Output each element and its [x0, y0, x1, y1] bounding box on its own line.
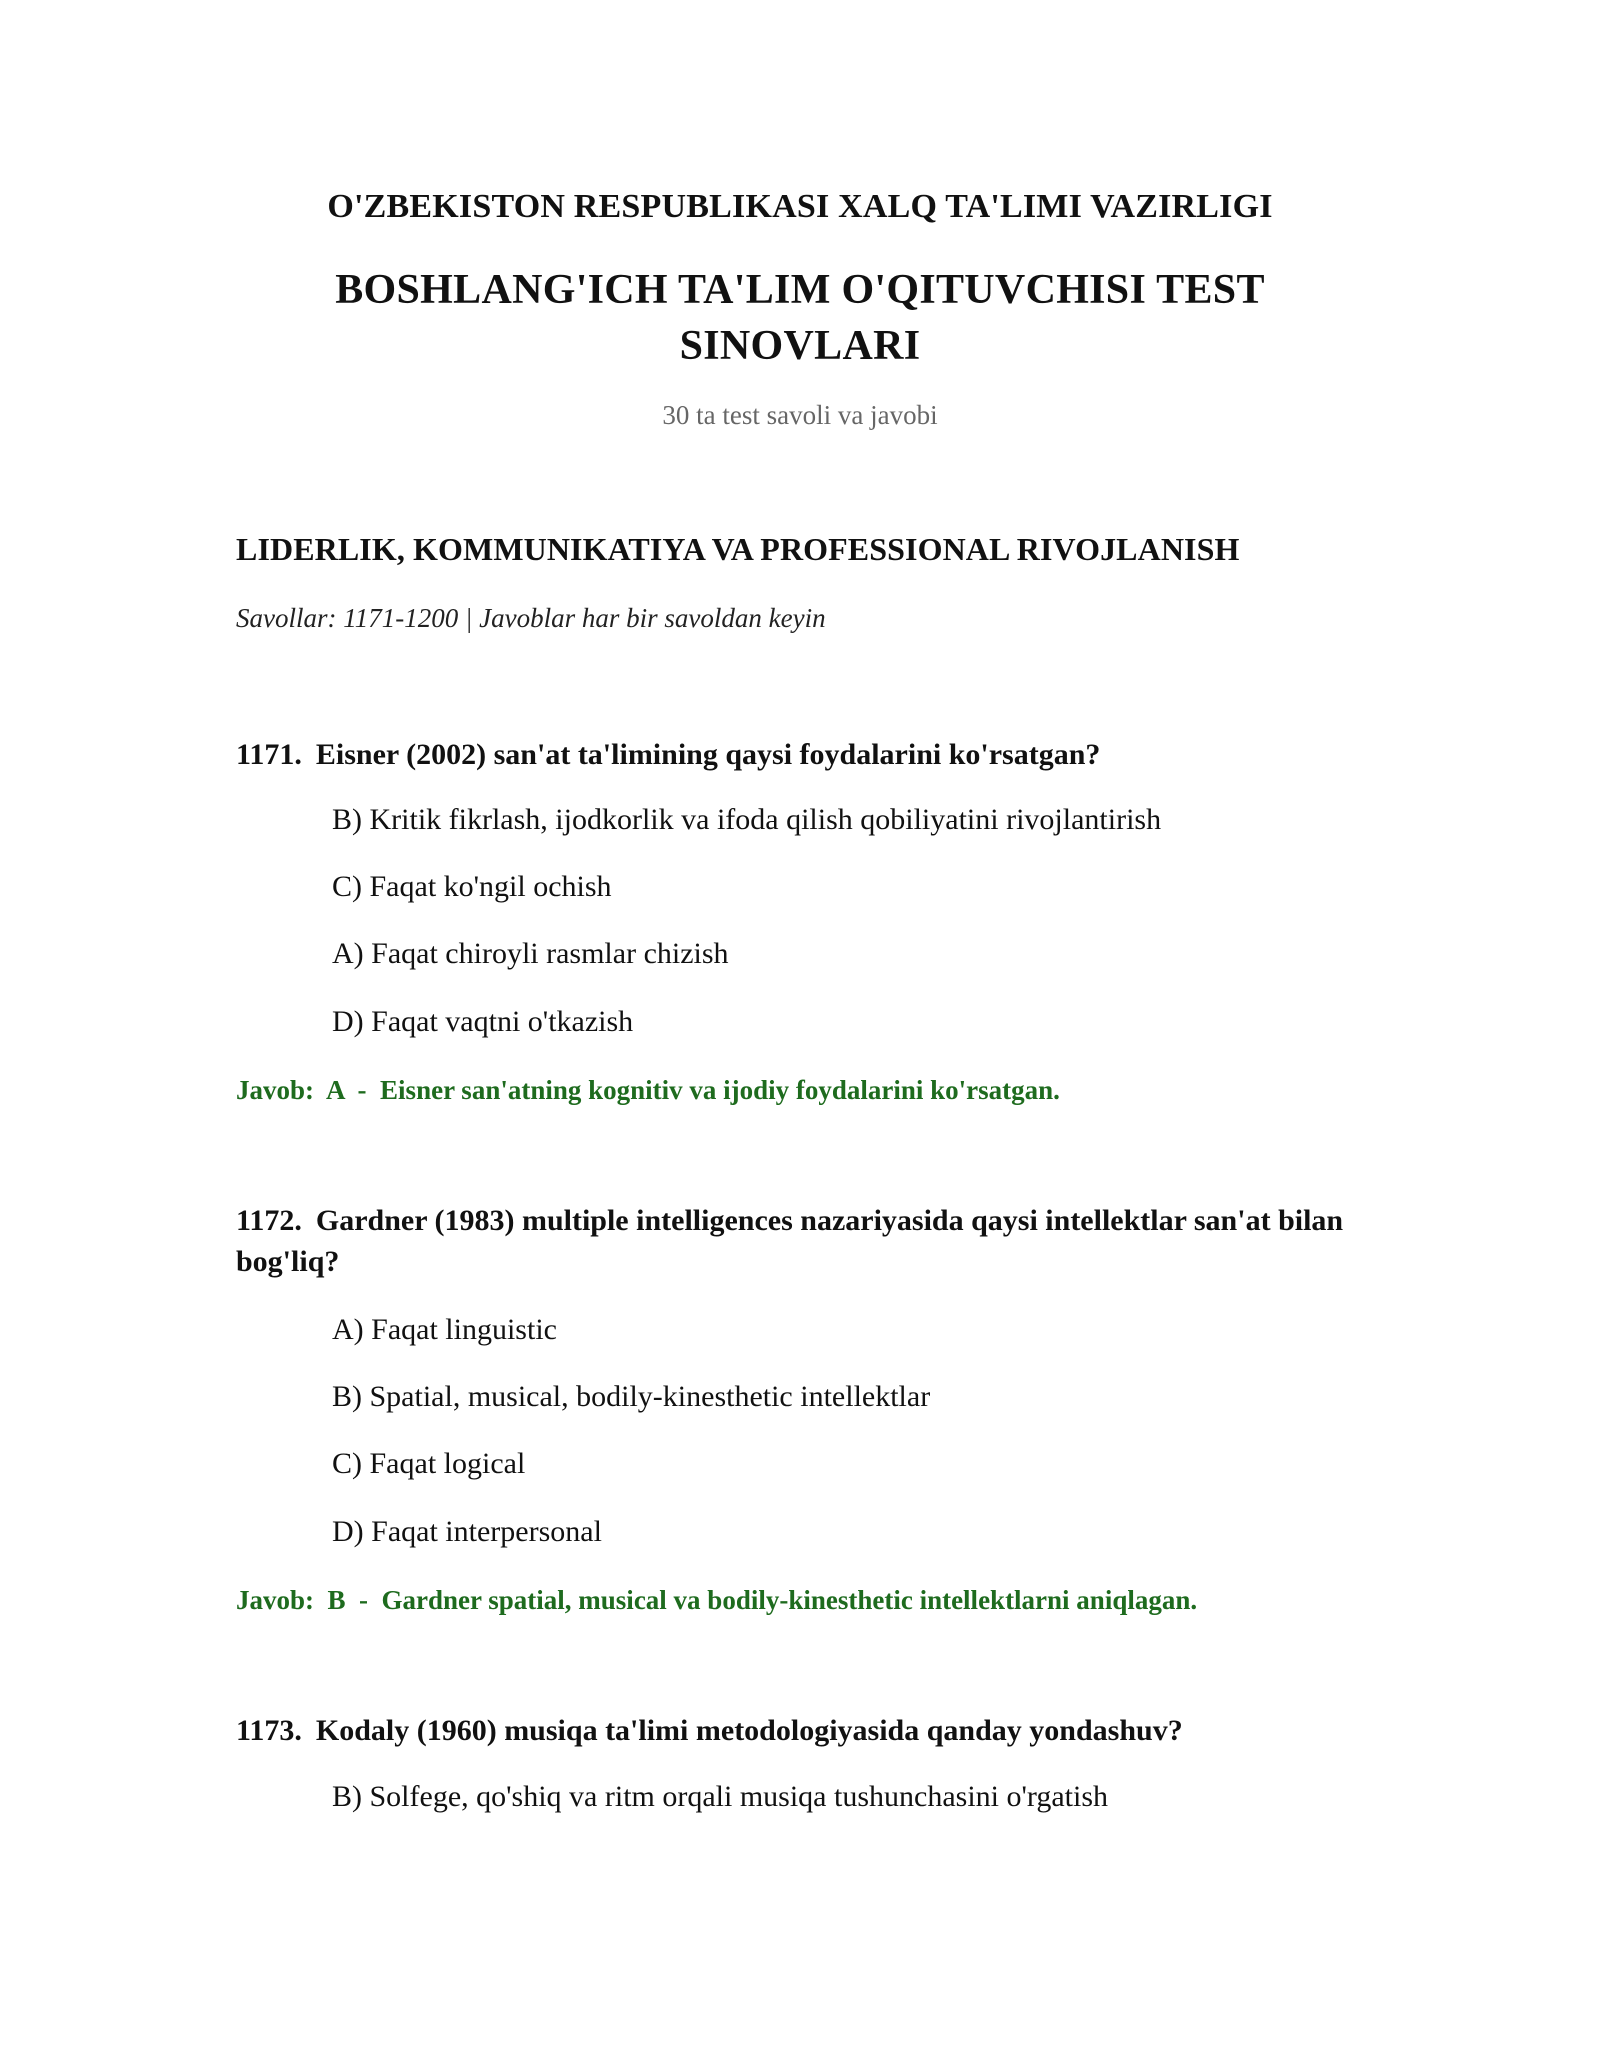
answer-explanation: Gardner spatial, musical va bodily-kinesthetic intellektlarni aniqlagan.: [381, 1585, 1198, 1615]
question-text: Kodaly (1960) musiqa ta'limi metodologiyasida qanday yondashuv?: [315, 1714, 1183, 1747]
option-item: D) Faqat interpersonal: [332, 1515, 602, 1548]
question-1171: [236, 734, 1376, 775]
section-title: LIDERLIK, KOMMUNIKATIYA VA PROFESSIONAL RIVOJLANISH: [236, 531, 1240, 567]
document-title-line-1: BOSHLANG'ICH TA'LIM O'QITUVCHISI TEST: [335, 267, 1265, 313]
question-number: 1173.: [236, 1714, 302, 1747]
document-subtitle: 30 ta test savoli va javobi: [662, 400, 938, 430]
answer-separator: -: [357, 1075, 367, 1105]
option-item: C) Faqat ko'ngil ochish: [332, 870, 612, 903]
answer-separator: -: [359, 1585, 369, 1615]
answer-line-1171: [236, 1075, 1060, 1106]
answer-letter: A: [326, 1075, 345, 1105]
document-title: [0, 262, 1600, 374]
option-item: A) Faqat chiroyli rasmlar chizish: [332, 937, 729, 970]
option-item: B) Solfege, qo'shiq va ritm orqali musiqa tushunchasini o'rgatish: [332, 1780, 1109, 1813]
answer-letter: B: [327, 1585, 346, 1615]
question-1172: [236, 1200, 1376, 1282]
option-item: A) Faqat linguistic: [332, 1313, 557, 1346]
question-number: 1172.: [236, 1204, 302, 1237]
answer-explanation: Eisner san'atning kognitiv va ijodiy foydalarini ko'rsatgan.: [380, 1075, 1060, 1105]
answer-line-1172: [236, 1585, 1197, 1616]
document-title-line-2: SINOVLARI: [679, 323, 921, 369]
answer-label: Javob:: [236, 1585, 315, 1615]
ministry-heading: O'ZBEKISTON RESPUBLIKASI XALQ TA'LIMI VAZIRLIGI: [327, 188, 1273, 225]
option-item: D) Faqat vaqtni o'tkazish: [332, 1005, 634, 1038]
option-item: C) Faqat logical: [332, 1447, 526, 1480]
option-item: B) Spatial, musical, bodily-kinesthetic intellektlar: [332, 1380, 931, 1413]
question-number: 1171.: [236, 738, 302, 771]
question-text: Eisner (2002) san'at ta'limining qaysi foydalarini ko'rsatgan?: [315, 738, 1101, 771]
answer-label: Javob:: [236, 1075, 315, 1105]
question-1173: [236, 1710, 1376, 1751]
section-meta: Savollar: 1171-1200 | Javoblar har bir savoldan keyin: [236, 603, 826, 633]
question-text: Gardner (1983) multiple intelligences nazariyasida qaysi intellektlar san'at bilan bog'liq?: [236, 1204, 1344, 1278]
option-item: B) Kritik fikrlash, ijodkorlik va ifoda qilish qobiliyatini rivojlantirish: [332, 803, 1162, 836]
